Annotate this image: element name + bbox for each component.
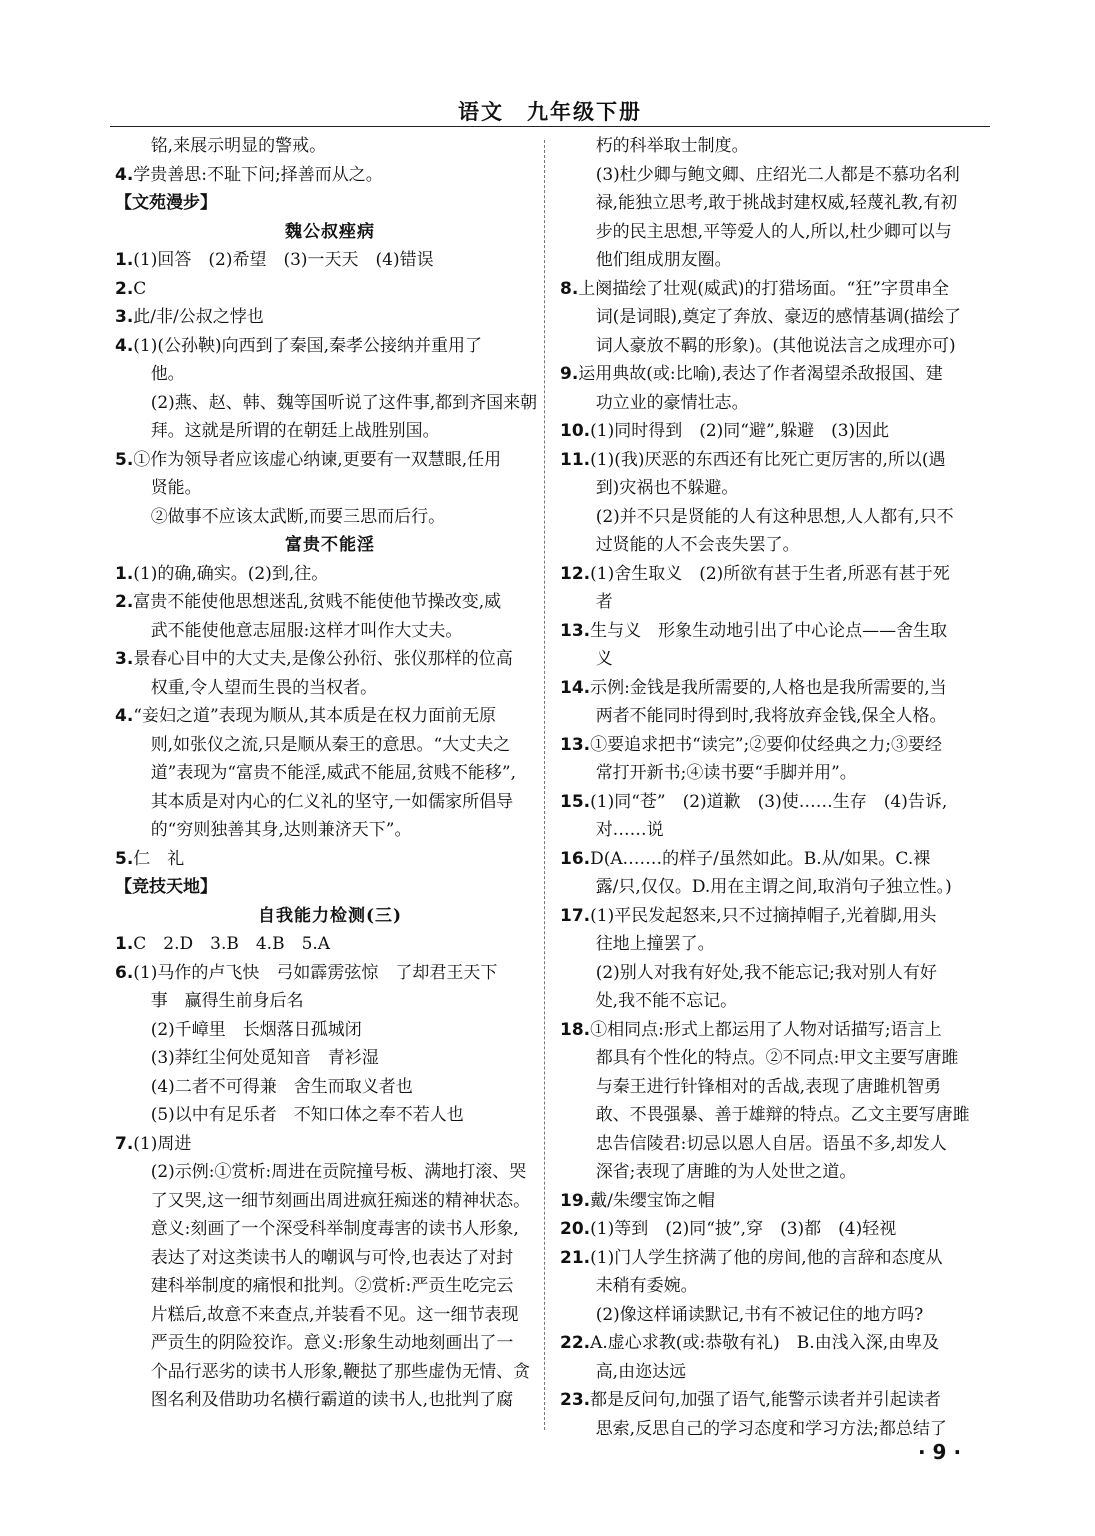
item-number: 21. bbox=[560, 1247, 591, 1268]
text-line bbox=[115, 759, 545, 788]
text-line bbox=[115, 788, 545, 817]
line-text: 拜。这就是所谓的在朝廷上战胜别国。 bbox=[150, 421, 440, 441]
text-line bbox=[560, 132, 990, 161]
passage-title bbox=[115, 902, 545, 931]
item-number: 4. bbox=[115, 335, 134, 356]
line-text: (4)二者不可得兼 舍生而取义者也 bbox=[150, 1076, 413, 1097]
line-text: ①作为领导者应该虚心纳谏,更要有一双慧眼,任用 bbox=[133, 449, 502, 470]
line-text: 生与义 形象生动地引出了中心论点——舍生取 bbox=[590, 620, 948, 641]
text-line bbox=[560, 1101, 990, 1130]
item-number: 1. bbox=[115, 250, 134, 270]
line-text: (3)莽红尘何处觅知音 青衫湿 bbox=[150, 1048, 379, 1068]
line-text: 上阕描绘了壮观(威武)的打猎场面。“狂”字贯串全 bbox=[578, 278, 949, 299]
text-line bbox=[115, 1215, 545, 1244]
answer-item bbox=[560, 788, 990, 817]
line-text: 敢、不畏强暴、善于雄辩的特点。乙文主要写唐雎 bbox=[595, 1105, 970, 1125]
answer-item bbox=[560, 360, 990, 389]
item-number: 13. bbox=[560, 734, 591, 755]
item-number: 16. bbox=[560, 848, 591, 869]
line-text: (1)舍生取义 (2)所欲有甚于生者,所恶有甚于死 bbox=[590, 563, 950, 584]
text-line bbox=[115, 1301, 545, 1330]
passage-title bbox=[115, 218, 545, 247]
answer-item bbox=[115, 645, 545, 674]
text-line bbox=[560, 987, 990, 1016]
page-number: · 9 · bbox=[918, 1440, 962, 1464]
line-text: 未稍有委婉。 bbox=[595, 1276, 698, 1296]
item-number: 13. bbox=[560, 620, 591, 641]
line-text: 忠告信陵君:切忌以恩人自居。语虽不多,却发人 bbox=[595, 1133, 947, 1154]
answer-item bbox=[560, 1244, 990, 1273]
line-text: 他们组成朋友圈。 bbox=[595, 250, 732, 270]
line-text: 【竞技天地】 bbox=[115, 877, 217, 897]
line-text: 功立业的豪情壮志。 bbox=[595, 392, 749, 413]
text-line bbox=[115, 617, 545, 646]
line-text: (1)周进 bbox=[133, 1133, 192, 1154]
item-number: 12. bbox=[560, 563, 591, 584]
answer-item bbox=[115, 930, 545, 959]
line-text: 其本质是对内心的仁义礼的坚守,一如儒家所倡导 bbox=[150, 791, 514, 812]
line-text: 常打开新书;④读书要“手脚并用”。 bbox=[595, 763, 857, 783]
line-text: 仁 礼 bbox=[133, 848, 185, 869]
item-number: 10. bbox=[560, 421, 591, 441]
line-text: 图名利及借助功名横行霸道的读书人,也批判了腐 bbox=[150, 1390, 514, 1410]
line-text: (1)的确,确实。(2)到,往。 bbox=[133, 563, 329, 584]
text-line bbox=[115, 417, 545, 446]
line-text: 示例:金钱是我所需要的,人格也是我所需要的,当 bbox=[590, 677, 947, 698]
line-text: (1)马作的卢飞快 弓如霹雳弦惊 了却君王天下 bbox=[133, 962, 498, 983]
line-text: 处,我不能不忘记。 bbox=[595, 991, 738, 1011]
answer-item bbox=[560, 902, 990, 931]
line-text: (2)示例:①赏析:周进在贡院撞号板、满地打滚、哭 bbox=[150, 1162, 527, 1182]
section-heading bbox=[115, 873, 545, 902]
line-text: (2)千嶂里 长烟落日孤城闭 bbox=[150, 1019, 362, 1040]
line-text: 者 bbox=[595, 592, 613, 612]
text-line bbox=[115, 1272, 545, 1301]
line-text: A.虚心求教(或:恭敬有礼) B.由浅入深,由卑及 bbox=[590, 1333, 940, 1353]
text-line bbox=[115, 1073, 545, 1102]
line-text: 对……说 bbox=[595, 820, 664, 840]
line-text: 过贤能的人不会丧失罢了。 bbox=[595, 535, 800, 555]
line-text: (2)像这样诵读默记,书有不被记住的地方吗? bbox=[595, 1304, 924, 1325]
answer-item bbox=[115, 303, 545, 332]
text-line bbox=[560, 873, 990, 902]
answer-item bbox=[115, 588, 545, 617]
answer-item bbox=[115, 702, 545, 731]
passage-title bbox=[115, 531, 545, 560]
text-line bbox=[560, 1301, 990, 1330]
line-text: 意义:刻画了一个深受科举制度毒害的读书人形象, bbox=[150, 1219, 519, 1239]
header-rule bbox=[110, 126, 990, 127]
item-number: 15. bbox=[560, 791, 591, 812]
line-text: 他。 bbox=[150, 364, 185, 384]
line-text: 往地上撞罢了。 bbox=[595, 934, 715, 954]
item-number: 1. bbox=[115, 563, 134, 584]
text-line bbox=[115, 987, 545, 1016]
line-text: 富贵不能淫 bbox=[285, 535, 375, 555]
text-line bbox=[560, 531, 990, 560]
item-number: 8. bbox=[560, 278, 579, 299]
item-number: 5. bbox=[115, 449, 134, 470]
line-text: 景春心目中的大丈夫,是像公孙衍、张仪那样的位高 bbox=[133, 649, 513, 669]
item-number: 14. bbox=[560, 677, 591, 698]
answer-item bbox=[560, 845, 990, 874]
answer-item bbox=[115, 959, 545, 988]
text-line bbox=[115, 1158, 545, 1187]
line-text: (1)等到 (2)同“披”,穿 (3)都 (4)轻视 bbox=[590, 1219, 897, 1239]
line-text: 两者不能同时得到时,我将放弃金钱,保全人格。 bbox=[595, 706, 947, 726]
line-text: 自我能力检测(三) bbox=[257, 905, 403, 926]
item-number: 5. bbox=[115, 848, 134, 869]
line-text: (1)同时得到 (2)同“避”,躲避 (3)因此 bbox=[590, 421, 890, 441]
item-number: 9. bbox=[560, 364, 579, 384]
text-line bbox=[560, 389, 990, 418]
line-text: 步的民主思想,平等爱人的人,所以,杜少卿可以与 bbox=[595, 221, 952, 242]
answer-item bbox=[560, 1386, 990, 1415]
line-text: 武不能使他意志屈服:这样才叫作大丈夫。 bbox=[150, 620, 463, 641]
item-number: 23. bbox=[560, 1390, 591, 1410]
text-line bbox=[560, 645, 990, 674]
line-text: (1)(我)厌恶的东西还有比死亡更厉害的,所以(遇 bbox=[590, 449, 946, 470]
line-text: (1)同“苍” (2)道歉 (3)使……生存 (4)告诉, bbox=[590, 791, 948, 812]
text-line bbox=[560, 816, 990, 845]
text-line bbox=[115, 360, 545, 389]
text-line bbox=[560, 161, 990, 190]
line-text: ②做事不应该太武断,而要三思而后行。 bbox=[150, 506, 446, 527]
item-number: 20. bbox=[560, 1219, 591, 1239]
text-line bbox=[115, 503, 545, 532]
item-number: 4. bbox=[115, 706, 134, 726]
line-text: 词(是词眼),奠定了奔放、豪迈的感情基调(描绘了 bbox=[595, 307, 961, 327]
answer-item bbox=[115, 845, 545, 874]
line-text: C 2.D 3.B 4.B 5.A bbox=[133, 934, 331, 954]
text-line bbox=[560, 959, 990, 988]
text-line bbox=[560, 759, 990, 788]
line-text: “妾妇之道”表现为顺从,其本质是在权力面前无原 bbox=[133, 706, 497, 726]
line-text: 此/非/公叔之悖也 bbox=[133, 307, 264, 327]
item-number: 3. bbox=[115, 307, 134, 327]
line-text: 都具有个性化的特点。②不同点:甲文主要写唐雎 bbox=[595, 1048, 959, 1068]
line-text: ①相同点:形式上都运用了人物对话描写;语言上 bbox=[590, 1019, 942, 1040]
item-number: 18. bbox=[560, 1019, 591, 1040]
text-line bbox=[115, 1044, 545, 1073]
line-text: 了又哭,这一细节刻画出周进疯狂痴迷的精神状态。 bbox=[150, 1190, 531, 1211]
line-text: 表达了对这类读书人的嘲讽与可怜,也表达了对封 bbox=[150, 1247, 514, 1268]
text-line bbox=[115, 1358, 545, 1387]
text-line bbox=[560, 1044, 990, 1073]
text-line bbox=[560, 1158, 990, 1187]
line-text: 魏公叔痤病 bbox=[285, 221, 375, 242]
answer-item bbox=[560, 1215, 990, 1244]
line-text: (5)以中有足乐者 不知口体之奉不若人也 bbox=[150, 1105, 464, 1125]
text-line bbox=[560, 1358, 990, 1387]
line-text: 露/只,仅仅。D.用在主谓之间,取消句子独立性。) bbox=[595, 877, 952, 897]
answer-item bbox=[115, 246, 545, 275]
text-line bbox=[560, 1415, 990, 1444]
text-line bbox=[560, 588, 990, 617]
line-text: (3)杜少卿与鲍文卿、庄绍光二人都是不慕功名利 bbox=[595, 164, 960, 185]
answer-item bbox=[560, 674, 990, 703]
item-number: 17. bbox=[560, 905, 591, 926]
answer-item bbox=[115, 560, 545, 589]
line-text: 个品行恶劣的读书人形象,鞭挞了那些虚伪无情、贪 bbox=[150, 1361, 531, 1382]
line-text: 与秦王进行针锋相对的舌战,表现了唐雎机智勇 bbox=[595, 1076, 942, 1097]
line-text: 思索,反思自己的学习态度和学习方法;都总结了 bbox=[595, 1418, 947, 1439]
text-line bbox=[115, 1329, 545, 1358]
item-number: 2. bbox=[115, 592, 134, 612]
text-line bbox=[560, 702, 990, 731]
answer-item bbox=[115, 1130, 545, 1159]
text-line bbox=[560, 474, 990, 503]
column-divider bbox=[544, 140, 545, 1430]
text-line bbox=[560, 189, 990, 218]
answer-item bbox=[115, 332, 545, 361]
answer-item bbox=[560, 731, 990, 760]
text-line bbox=[115, 132, 545, 161]
text-line bbox=[560, 303, 990, 332]
line-text: 贤能。 bbox=[150, 478, 202, 498]
text-line bbox=[560, 218, 990, 247]
line-text: 运用典故(或:比喻),表达了作者渴望杀敌报国、建 bbox=[578, 364, 943, 384]
line-text: 道”表现为“富贵不能淫,威武不能屈,贫贱不能移”, bbox=[150, 763, 516, 783]
text-line bbox=[115, 1187, 545, 1216]
line-text: ①要追求把书“读完”;②要仰仗经典之力;③要经 bbox=[590, 734, 942, 755]
line-text: 到)灾祸也不躲避。 bbox=[595, 478, 739, 498]
line-text: (1)回答 (2)希望 (3)一天天 (4)错误 bbox=[133, 250, 434, 270]
line-text: (1)(公孙鞅)向西到了秦国,秦孝公接纳并重用了 bbox=[133, 335, 483, 356]
line-text: 严贡生的阴险狡诈。意义:形象生动地刻画出了一 bbox=[150, 1333, 514, 1353]
line-text: D(A.……的样子/虽然如此。B.从/如果。C.裸 bbox=[590, 848, 931, 869]
item-number: 3. bbox=[115, 649, 134, 669]
left-column bbox=[115, 132, 545, 1415]
answer-item bbox=[115, 275, 545, 304]
text-line bbox=[115, 389, 545, 418]
line-text: 建科举制度的痛恨和批判。②赏析:严贡生吃完云 bbox=[150, 1276, 514, 1296]
text-line bbox=[115, 1016, 545, 1045]
answer-item bbox=[560, 275, 990, 304]
line-text: C bbox=[133, 278, 147, 299]
item-number: 11. bbox=[560, 449, 591, 470]
item-number: 22. bbox=[560, 1333, 591, 1353]
text-line bbox=[115, 1244, 545, 1273]
answer-item bbox=[115, 161, 545, 190]
line-text: 富贵不能使他思想迷乱,贫贱不能使他节操改变,威 bbox=[133, 592, 502, 612]
line-text: (1)门人学生挤满了他的房间,他的言辞和态度从 bbox=[590, 1247, 943, 1268]
line-text: 朽的科举取士制度。 bbox=[595, 136, 749, 156]
text-line bbox=[560, 930, 990, 959]
item-number: 6. bbox=[115, 962, 134, 983]
answer-item bbox=[560, 560, 990, 589]
item-number: 1. bbox=[115, 934, 134, 954]
text-line bbox=[115, 1386, 545, 1415]
item-number: 7. bbox=[115, 1133, 134, 1154]
answer-item bbox=[560, 417, 990, 446]
line-text: (1)平民发起怒来,只不过摘掉帽子,光着脚,用头 bbox=[590, 905, 937, 926]
line-text: 权重,令人望而生畏的当权者。 bbox=[150, 677, 378, 698]
section-heading bbox=[115, 189, 545, 218]
text-line bbox=[560, 332, 990, 361]
line-text: 深省;表现了唐雎的为人处世之道。 bbox=[595, 1162, 857, 1182]
text-line bbox=[560, 1272, 990, 1301]
line-text: 则,如张仪之流,只是顺从秦王的意思。“大丈夫之 bbox=[150, 734, 511, 755]
line-text: 铭,来展示明显的警戒。 bbox=[150, 136, 327, 156]
text-line bbox=[560, 1073, 990, 1102]
line-text: 禄,能独立思考,敢于挑战封建权威,轻蔑礼教,有初 bbox=[595, 193, 958, 213]
item-number: 19. bbox=[560, 1190, 591, 1211]
text-line bbox=[560, 246, 990, 275]
answer-item bbox=[560, 446, 990, 475]
text-line bbox=[560, 1130, 990, 1159]
line-text: 【文苑漫步】 bbox=[115, 193, 217, 213]
line-text: 词人豪放不羁的形象)。(其他说法言之成理亦可) bbox=[595, 335, 956, 356]
line-text: 事 赢得生前身后名 bbox=[150, 991, 304, 1011]
item-number: 4. bbox=[115, 164, 134, 185]
line-text: 义 bbox=[595, 649, 613, 669]
page-header-title: 语文 九年级下册 bbox=[458, 99, 642, 124]
text-line bbox=[115, 816, 545, 845]
text-line bbox=[115, 674, 545, 703]
item-number: 2. bbox=[115, 278, 134, 299]
line-text: 都是反问句,加强了语气,能警示读者并引起读者 bbox=[590, 1390, 941, 1410]
text-line bbox=[115, 474, 545, 503]
answer-item bbox=[560, 617, 990, 646]
text-line bbox=[115, 731, 545, 760]
line-text: 片糕后,故意不来查点,并装看不见。这一细节表现 bbox=[150, 1304, 519, 1325]
answer-item bbox=[115, 446, 545, 475]
right-column bbox=[560, 132, 990, 1443]
answer-item bbox=[560, 1329, 990, 1358]
text-line bbox=[560, 503, 990, 532]
line-text: 戴/朱缨宝饰之帽 bbox=[590, 1190, 715, 1211]
line-text: (2)燕、赵、韩、魏等国听说了这件事,都到齐国来朝 bbox=[150, 392, 538, 413]
answer-item bbox=[560, 1187, 990, 1216]
line-text: 学贵善思:不耻下问;择善而从之。 bbox=[133, 164, 383, 185]
line-text: (2)并不只是贤能的人有这种思想,人人都有,只不 bbox=[595, 506, 954, 527]
text-line bbox=[115, 1101, 545, 1130]
line-text: 的“穷则独善其身,达则兼济天下”。 bbox=[150, 820, 412, 840]
answer-item bbox=[560, 1016, 990, 1045]
line-text: (2)别人对我有好处,我不能忘记;我对别人有好 bbox=[595, 962, 937, 983]
line-text: 高,由迩达远 bbox=[595, 1361, 687, 1382]
